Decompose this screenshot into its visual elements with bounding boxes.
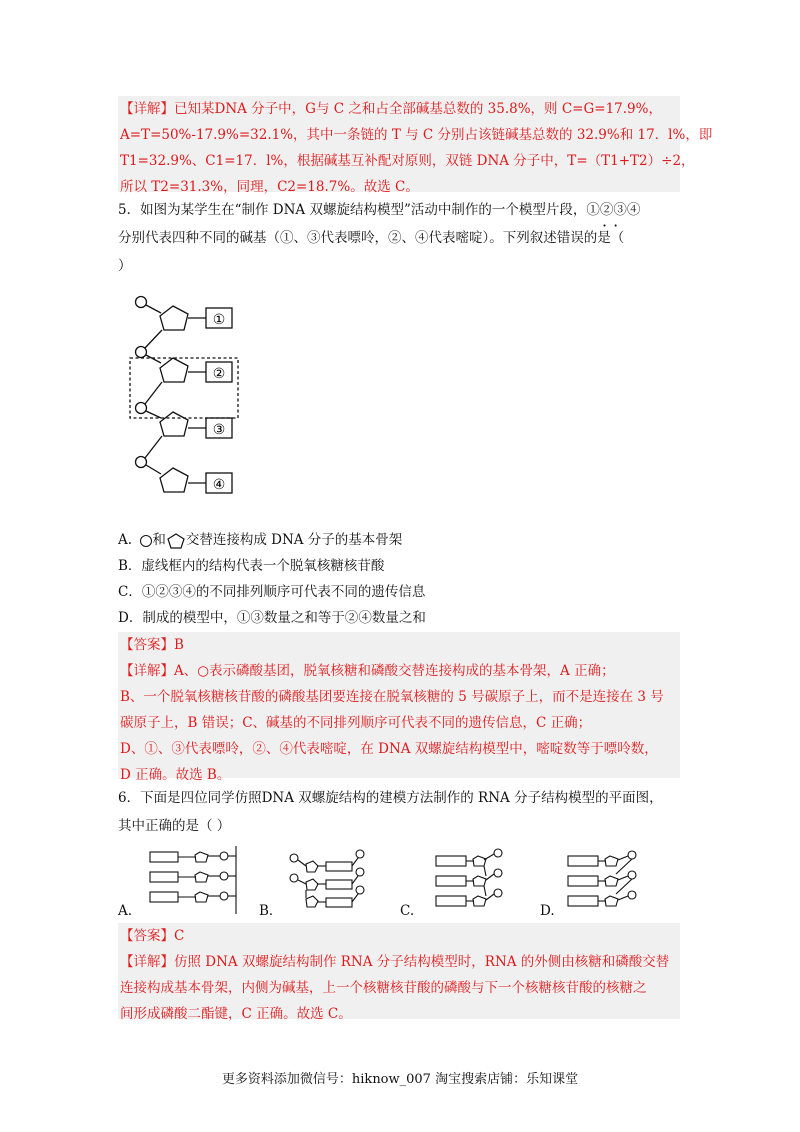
q6-detail-line: 间形成磷酸二酯键，C 正确。故选 C。	[120, 1006, 352, 1022]
q5-option-c: C．①②③④的不同排列顺序可代表不同的遗传信息	[118, 584, 426, 600]
pentagon-icon	[166, 532, 186, 550]
q6-option-b: B．	[259, 903, 283, 919]
circle-icon	[140, 535, 152, 547]
q5-detail-line: D 正确。故选 B。	[120, 767, 231, 783]
q5-line: ）	[118, 258, 132, 274]
phosphate-circle	[136, 297, 147, 308]
q6-detail-line: 【详解】仿照 DNA 双螺旋结构制作 RNA 分子结构模型时，RNA 的外侧由核糖和磷酸交替	[120, 954, 670, 970]
q6-answer: 【答案】C	[120, 928, 185, 944]
q5-option-b: B．虚线框内的结构代表一个脱氧核糖核苷酸	[118, 558, 385, 574]
deoxyribose-pentagon	[160, 468, 188, 492]
q6-line: 其中正确的是（ ）	[118, 818, 231, 834]
q6-option-d: D.	[540, 903, 555, 919]
rna-model-a	[148, 844, 248, 916]
detail-1-line: 【详解】已知某DNA 分子中，G与 C 之和占全部碱基总数的 35.8%，则 C=G=17.9%，	[120, 101, 662, 117]
q5-answer-block	[118, 632, 680, 783]
q5-option-a	[118, 527, 402, 553]
q6-answer-block	[118, 923, 680, 1022]
question-5	[118, 196, 688, 280]
phosphate-circle	[136, 457, 147, 468]
q6-detail-line: 连接构成基本骨架，内侧为碱基，上一个核糖核苷酸的磷酸与下一个核糖核苷酸的核糖之	[120, 980, 647, 996]
detail-block-1	[118, 96, 713, 195]
deoxyribose-pentagon	[160, 306, 188, 330]
q5-answer: 【答案】B	[120, 637, 184, 653]
q5-detail-line: B、一个脱氧核糖核苷酸的磷酸基团要连接在脱氧核糖的 5 号碳原子上，而不是连接在 3 号	[120, 689, 664, 705]
rna-model-b	[286, 844, 370, 916]
emphasis-dots: ··	[602, 216, 625, 235]
detail-1-line: T1=32.9%、C1=17．l%，根据碱基互补配对原则，双链 DNA 分子中，T=（T1+T2）÷2，	[120, 153, 695, 169]
q5-line: 5．如图为某学生在“制作 DNA 双螺旋结构模型”活动中制作的一个模型片段，①②③④	[118, 202, 641, 218]
deoxyribose-pentagon	[160, 412, 188, 436]
option-a-and: 和	[152, 532, 166, 548]
rna-model-d	[566, 848, 650, 914]
page-footer: 更多资料添加微信号：hiknow_007 淘宝搜索店铺：乐知课堂	[221, 1072, 579, 1087]
base-label-3: ③	[212, 422, 226, 438]
q6-line: 6．下面是四位同学仿照DNA 双螺旋结构的建模方法制作的 RNA 分子结构模型的平面图，	[118, 790, 663, 806]
q5-detail-line: D、①、③代表嘌呤，②、④代表嘧啶，在 DNA 双螺旋结构模型中，嘧啶数等于嘌呤数，	[120, 741, 658, 757]
rna-model-c	[434, 848, 518, 914]
detail-1-line: 所以 T2=31.3%，同理，C2=18.7%。故选 C。	[120, 179, 419, 195]
detail-1-line: A=T=50%-17.9%=32.1%，其中一条链的 T 与 C 分别占该链碱基总数的 32.9%和 17．l%，即	[120, 127, 713, 143]
base-label-2: ②	[212, 366, 226, 382]
option-a-text: 交替连接构成 DNA 分子的基本骨架	[185, 532, 403, 548]
base-label-4: ④	[212, 477, 226, 493]
q5-detail-line: 【详解】A、○表示磷酸基团，脱氧核糖和磷酸交替连接构成的基本骨架，A 正确；	[120, 663, 615, 679]
q5-line: 分别代表四种不同的碱基（①、③代表嘌呤，②、④代表嘧啶）。下列叙述错误的是（	[118, 230, 625, 246]
deoxyribose-pentagon	[160, 358, 188, 382]
option-a-letter: A.	[118, 532, 133, 548]
base-label-1: ①	[212, 312, 226, 328]
q5-option-d: D．制成的模型中，①③数量之和等于②④数量之和	[118, 610, 426, 626]
q6-option-a: A.	[118, 903, 133, 919]
phosphate-circle	[136, 403, 147, 414]
phosphate-circle	[136, 347, 147, 358]
dna-fragment-figure	[128, 288, 248, 506]
question-6	[118, 784, 688, 840]
q6-option-c: C.	[400, 903, 415, 919]
q5-detail-line: 碳原子上，B 错误；C、碱基的不同排列顺序可代表不同的遗传信息，C 正确；	[120, 715, 592, 731]
